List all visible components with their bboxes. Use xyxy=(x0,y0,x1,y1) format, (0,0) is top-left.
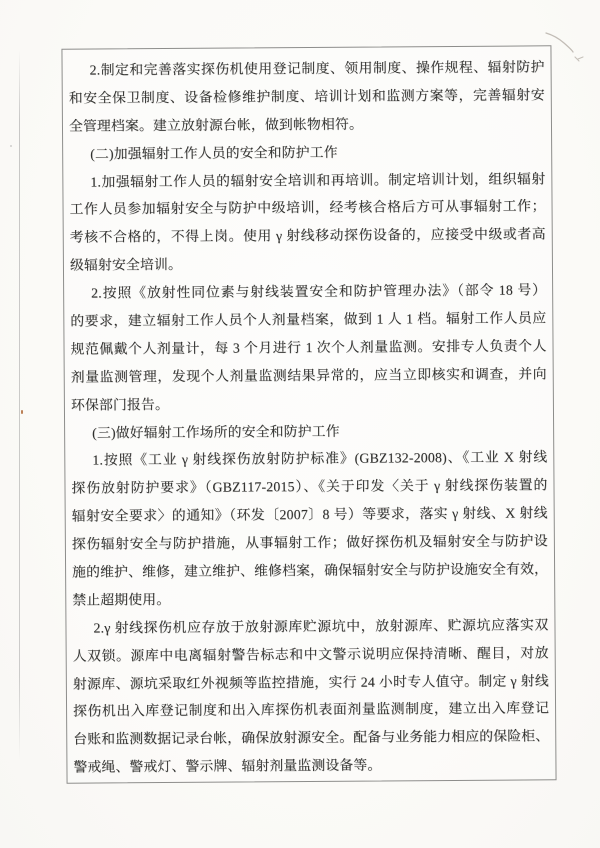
text-line: 台账和监测数据记录台帐，确保放射源安全。配备与业务能力相应的保险柜、 xyxy=(73,728,550,748)
text-line: 规范佩戴个人剂量计，每 3 个月进行 1 次个人剂量监测。安排专人负责个人 xyxy=(70,338,547,357)
text-line: 探伤辐射安全与防护措施，从事辐射工作；做好探伤机及辐射安全与防护设 xyxy=(71,533,548,552)
document-text-block xyxy=(68,53,549,781)
gray-speck-artifact xyxy=(10,145,12,147)
red-speck-artifact xyxy=(21,410,23,414)
paper-edge-line-artifact xyxy=(19,50,20,760)
text-line: 人双锁。源库中电离辐射警告标志和中文警示说明应保持清晰、醒目，对放 xyxy=(72,645,549,664)
text-line: 级辐射安全培训。 xyxy=(69,257,182,273)
text-line: 剂量监测管理，发现个人剂量监测结果异常的，应当立即核实和调查，并向 xyxy=(70,366,547,385)
text-line: 警戒绳、警戒灯、警示牌、辐射剂量监测设备等。 xyxy=(73,757,382,775)
text-line: 辐射安全要求〉的通知》（环发〔2007〕8 号）等要求，落实 γ 射线、X 射线 xyxy=(71,505,548,524)
text-line: 的要求，建立辐射工作人员个人剂量档案，做到 1 人 1 档。辐射工作人员应 xyxy=(70,310,547,329)
text-line: 2.按照《放射性同位素与射线装置安全和防护管理办法》（部令 18 号） xyxy=(91,282,547,301)
text-line: 射源库、源坑采取红外视频等监控措施，实行 24 小时专人值守。制定 γ 射线 xyxy=(72,672,549,692)
text-line: 探伤放射防护要求》（GBZ117-2015）、《关于印发〈关于 γ 射线探伤装置的 xyxy=(71,477,548,497)
text-line: 和安全保卫制度、设备检修维护制度、培训计划和监测方案等，完善辐射安 xyxy=(68,87,545,106)
text-line: 1.加强辐射工作人员的辐射安全培训和再培训。制定培训计划，组织辐射 xyxy=(90,170,546,190)
document-border-box xyxy=(61,45,556,783)
text-line: 1.按照《工业 γ 射线探伤放射防护标准》(GBZ132-2008)、《工业 X 射线 xyxy=(92,449,548,468)
text-line: 全管理档案。建立放射源台帐，做到帐物相符。 xyxy=(68,116,363,134)
text-line: 禁止超期使用。 xyxy=(72,591,171,608)
text-line: 环保部门报告。 xyxy=(70,396,169,413)
text-line: 2.γ 射线探伤机应存放于放射源库贮源坑中，放射源库、贮源坑应落实双 xyxy=(93,617,549,636)
text-line: 工作人员参加辐射安全与防护中级培训，经考核合格后方可从事辐射工作； xyxy=(69,198,546,218)
text-line: 施的维护、维修，建立维护、维修档案，确保辐射安全与防护设施安全有效， xyxy=(72,561,549,580)
text-line: (三)做好辐射工作场所的安全和防护工作 xyxy=(92,423,340,441)
text-line: 探伤机出入库登记制度和出入库探伤机表面剂量监测制度，建立出入库登记 xyxy=(73,700,550,720)
text-line: 考核不合格的，不得上岗。使用 γ 射线移动探伤设备的，应接受中级或者高 xyxy=(69,226,546,246)
text-line: (二)加强辐射工作人员的安全和防护工作 xyxy=(90,144,338,162)
text-line: 2.制定和完善落实探伤机使用登记制度、领用制度、操作规程、辐射防护 xyxy=(89,59,545,78)
